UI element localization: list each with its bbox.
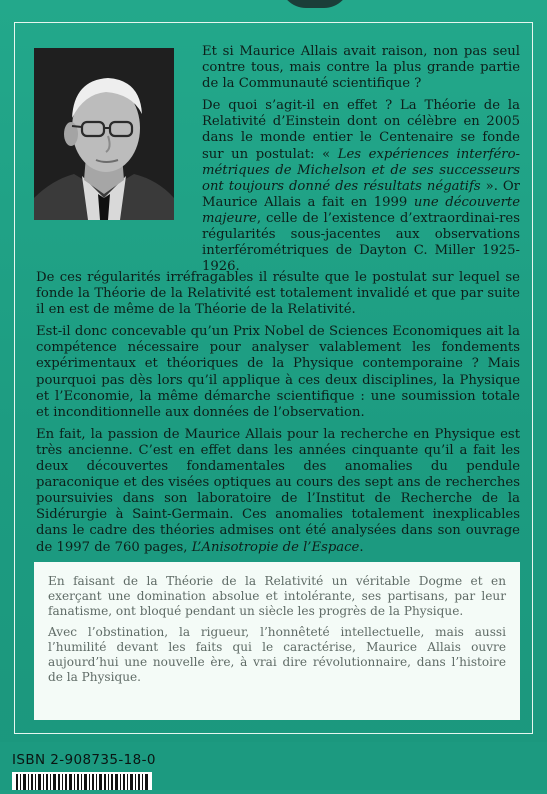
- body-paragraph-3: De ces régularités irréfragables il résulte que le postulat sur lequel se fonde la Théorie de la Relativité est totalement invalidé et que par suite il en est de même de la Théorie de la Relativité.: [36, 270, 520, 318]
- highlight-paragraph-1: En faisant de la Théorie de la Relativité un véritable Dogme et en exerçant une domination absolue et intolérante, ses partisans, par leur fanatisme, ont bloqué pendant un siècle les progrès de la Physique.: [48, 574, 506, 618]
- intro-paragraph-2: [202, 98, 520, 275]
- intro-p2-b: ». Or Maurice Allais a fait en 1999: [202, 178, 520, 210]
- body-p5-b: .: [359, 539, 364, 555]
- body-text: [36, 270, 520, 562]
- highlight-paragraph-2: Avec l’obstination, la rigueur, l’honnêteté intellectuelle, mais aussi l’humilité devant les faits qui le caractérise, Maurice Allais ouvre aujourd’hui une nouvelle ère, à vrai dire révolutionnaire, dans l’histoire de la Physique.: [48, 625, 506, 684]
- intro-paragraph-1: Et si Maurice Allais avait raison, non pas seul contre tous, mais contre la plus grande partie de la Communauté scientifique ?: [202, 44, 520, 92]
- intro-text: [202, 44, 520, 281]
- body-paragraph-5: [36, 427, 520, 556]
- author-portrait: [34, 48, 174, 220]
- intro-p2-quote: Les expériences interféro-métriques de Michelson et de ses successeurs ont toujours donné des résultats négatifs: [202, 146, 521, 194]
- body-p5-a: En fait, la passion de Maurice Allais pour la recherche en Physique est très ancienne. C’est en effet dans les années cinquante qu’il a fait les deux découvertes fondamentales des anomalies du pendule paraconique et des visées optiques au cours des sept ans de recherches poursuivies dans son laboratoire de l’Institut de Recherche de la Sidérurgie à Saint-Germain. Ces anomalies totalement inexplicables dans le cadre des théories admises ont été analysées dans son ouvrage de 1997 de 760 pages,: [36, 426, 520, 555]
- body-paragraph-4: Est-il donc concevable qu’un Prix Nobel de Sciences Economiques ait la compétence nécessaire pour analyser valablement les fondements expérimentaux et théoriques de la Physique contemporaine ? Mais pourquoi pas dès lors qu’il applique à ces deux disciplines, la Physique et l’Economie, la même démarche scientifique : une soumission totale et inconditionnelle aux données de l’observation.: [36, 324, 520, 420]
- highlight-box: [34, 562, 520, 720]
- barcode: [12, 772, 152, 790]
- barcode-bars: [12, 772, 152, 790]
- body-p5-italic: L’Anisotropie de l’Espace: [191, 539, 360, 555]
- author-portrait-illustration: [34, 48, 174, 220]
- intro-p2-c: , celle de l’existence d’extraordinai-res régularités sous-jacentes aux observations interférométriques de Dayton C. Miller 1925-1926.: [202, 210, 520, 275]
- intro-p2-italic: une découverte majeure: [202, 194, 520, 226]
- intro-p2-a: De quoi s’agit-il en effet ? La Théorie de la Relativité d’Einstein dont on célèbre en 2005 dans le monde entier le Centenaire se fonde sur un postulat: «: [202, 98, 520, 162]
- isbn-number: ISBN 2-908735-18-0: [12, 752, 156, 768]
